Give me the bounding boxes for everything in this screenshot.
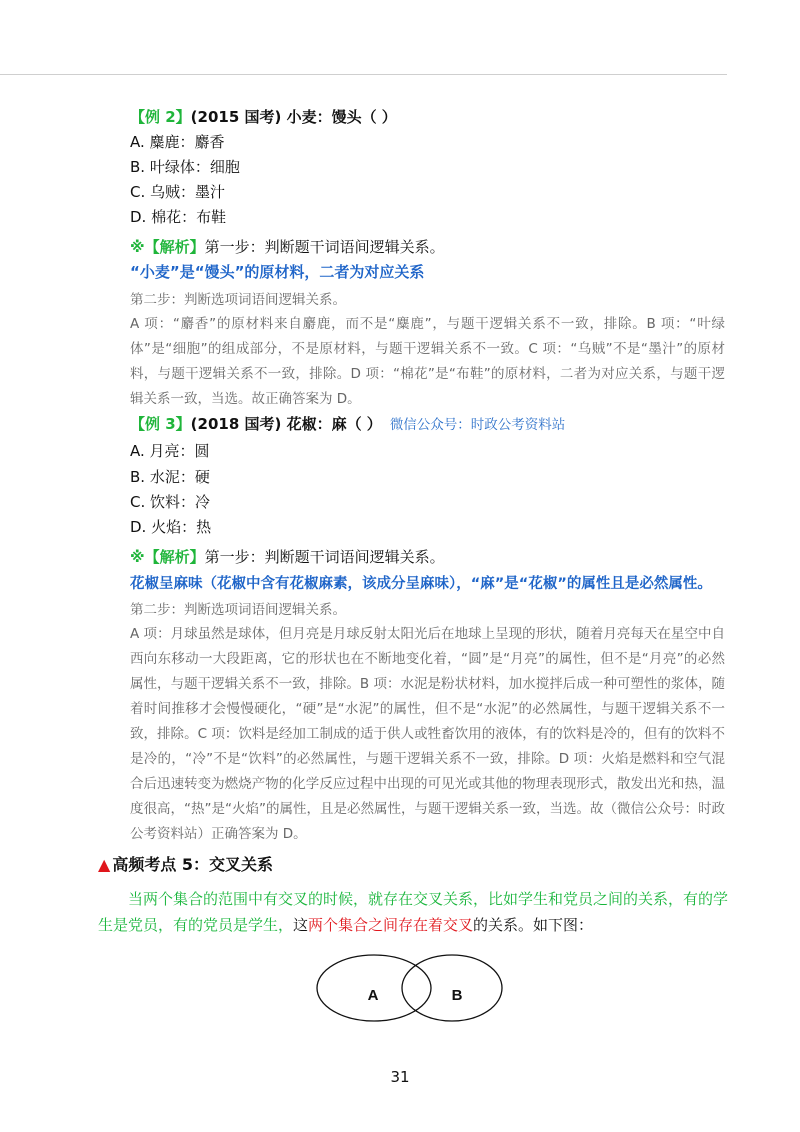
paragraph-red-text: 两个集合之间存在着交叉 bbox=[308, 916, 474, 934]
header-rule bbox=[0, 74, 727, 75]
example-3-step2: 第二步：判断选项词语间逻辑关系。 bbox=[130, 602, 346, 618]
example-2-analysis-tag: ※【解析】 bbox=[130, 238, 205, 256]
example-2-step2: 第二步：判断选项词语间逻辑关系。 bbox=[130, 292, 346, 308]
section-paragraph bbox=[98, 886, 728, 938]
example-2-option-b: B. 叶绿体：细胞 bbox=[130, 158, 240, 176]
example-3-stem: (2018 国考) 花椒：麻（ ） bbox=[190, 415, 382, 433]
venn-label-a: A bbox=[367, 987, 379, 1004]
example-3-tag: 【例 3】 bbox=[130, 415, 191, 433]
example-2-relation: “小麦”是“馒头”的原材料，二者为对应关系 bbox=[130, 263, 425, 281]
example-3-explanation: A 项：月球虽然是球体，但月亮是月球反射太阳光后在地球上呈现的形状，随着月亮每天在星空中自西向东移动一大段距离，它的形状也在不断地变化着，“圆”是“月亮”的属性，但不是“月亮”的必然属性，与题干逻辑关系不一致，排除。B 项：水泥是粉状材料，加水搅拌后成一种可塑性的浆体，随着时间推移才会慢慢硬化，“硬”是“水泥”的属性，但不是“水泥”的必然属性，与题干逻辑关系不一致，排除。C 项：饮料是经加工制成的适于供人或牲畜饮用的液体，有的饮料是冷的，但有的饮料不是冷的，“冷”不是“饮料”的必然属性，与题干逻辑关系不一致，排除。D 项：火焰是燃料和空气混合后迅速转变为燃烧产物的化学反应过程中出现的可见光或其他的物理表现形式，散发出光和热，温度很高，“热”是“火焰”的属性，且是必然属性，与题干逻辑关系一致，当选。故（微信公众号：时政公考资料站）正确答案为 D。 bbox=[130, 626, 725, 842]
example-2-tag: 【例 2】 bbox=[130, 108, 191, 126]
example-2-explanation: A 项：“麝香”的原材料来自麝鹿，而不是“麋鹿”，与题干逻辑关系不一致，排除。B 项：“叶绿体”是“细胞”的组成部分，不是原材料，与题干逻辑关系不一致。C 项：“乌贼”不是“墨汁”的原材料，与题干逻辑关系不一致，排除。D 项：“棉花”是“布鞋”的原材料，二者为对应关系，与题干逻辑关系一致，当选。故正确答案为 D。 bbox=[130, 316, 725, 407]
example-3-option-a: A. 月亮：圆 bbox=[130, 442, 210, 460]
page-number: 31 bbox=[390, 1068, 410, 1086]
example-2-option-a: A. 麋鹿：麝香 bbox=[130, 133, 225, 151]
triangle-icon: ▲ bbox=[98, 855, 111, 874]
example-3-option-b: B. 水泥：硬 bbox=[130, 468, 210, 486]
paragraph-black-text-2: 的关系。如下图： bbox=[473, 916, 594, 934]
watermark-text: 微信公众号：时政公考资料站 bbox=[389, 417, 566, 433]
example-2-stem: (2015 国考) 小麦：馒头（ ） bbox=[190, 108, 397, 126]
example-2-option-c: C. 乌贼：墨汁 bbox=[130, 183, 226, 201]
section-title: 高频考点 5：交叉关系 bbox=[112, 855, 274, 874]
section-heading bbox=[98, 852, 273, 875]
example-3-analysis-step1 bbox=[130, 546, 445, 567]
example-2-step1-text: 第一步：判断题干词语间逻辑关系。 bbox=[204, 238, 445, 256]
example-3-option-d: D. 火焰：热 bbox=[130, 518, 212, 536]
venn-diagram bbox=[312, 950, 512, 1030]
example-3-step1-text: 第一步：判断题干词语间逻辑关系。 bbox=[204, 548, 445, 566]
example-2-heading bbox=[130, 106, 397, 127]
paragraph-green-text: 当两个集合的范围中有交叉的时候，就存在交叉关系，比如学生和党员之间的关系，有的学生是党员，有的党员是学生， bbox=[98, 890, 729, 934]
paragraph-black-text-1: 这 bbox=[293, 916, 309, 934]
example-3-relation: 花椒呈麻味（花椒中含有花椒麻素，该成分呈麻味），“麻”是“花椒”的属性且是必然属性。 bbox=[130, 576, 712, 592]
example-3-option-c: C. 饮料：冷 bbox=[130, 493, 211, 511]
example-3-analysis-tag: ※【解析】 bbox=[130, 548, 205, 566]
example-3-heading bbox=[130, 413, 565, 434]
venn-label-b: B bbox=[451, 987, 463, 1004]
example-2-analysis-step1 bbox=[130, 236, 445, 257]
example-2-option-d: D. 棉花：布鞋 bbox=[130, 208, 227, 226]
